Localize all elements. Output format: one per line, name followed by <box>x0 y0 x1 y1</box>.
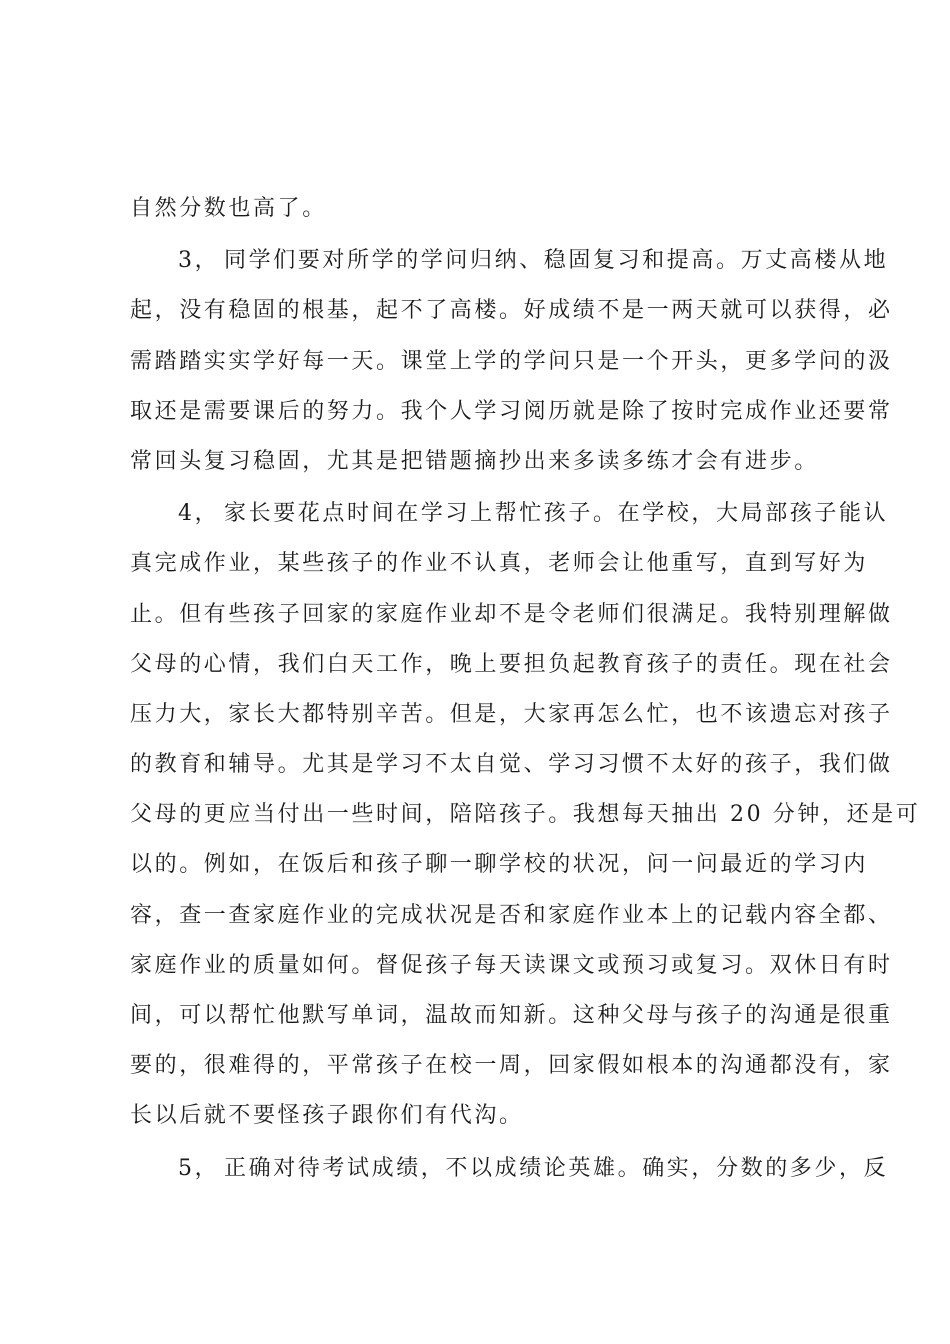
text-line: 真完成作业，某些孩子的作业不认真，老师会让他重写，直到写好为 <box>130 551 869 577</box>
item-number-3: 3， <box>178 248 220 274</box>
text-line: 压力大，家长大都特别辛苦。但是，大家再怎么忙，也不该遗忘对孩子 <box>130 701 893 727</box>
text-line: 以的。例如，在饭后和孩子聊一聊学校的状况，问一问最近的学习内 <box>130 852 869 878</box>
list-item-4-first-line <box>130 489 889 539</box>
item-number-5: 5， <box>178 1155 220 1181</box>
text-line: 常回头复习稳固，尤其是把错题摘抄出来多读多练才会有进步。 <box>130 448 819 474</box>
text-line: 父母的更应当付出一些时间，陪陪孩子。我想每天抽出 20 分钟，还是可 <box>130 802 921 828</box>
item-number-4: 4， <box>178 501 220 527</box>
text-line: 父母的心情，我们白天工作，晚上要担负起教育孩子的责任。现在社会 <box>130 651 893 677</box>
list-item-5-first-line <box>130 1144 889 1194</box>
text-line: 需踏踏实实学好每一天。课堂上学的学问只是一个开头，更多学问的汲 <box>130 348 893 374</box>
text-line: 自然分数也高了。 <box>130 196 327 221</box>
text-line: 家长要花点时间在学习上帮忙孩子。在学校，大局部孩子能认 <box>224 501 889 527</box>
text-line: 的教育和辅导。尤其是学习不太自觉、学习习惯不太好的孩子，我们做 <box>130 752 893 778</box>
text-line: 要的，很难得的，平常孩子在校一周，回家假如根本的沟通都没有，家 <box>130 1053 893 1079</box>
text-line: 家庭作业的质量如何。督促孩子每天读课文或预习或复习。双休日有时 <box>130 952 893 978</box>
list-item-3-first-line <box>130 236 889 286</box>
text-line: 容，查一查家庭作业的完成状况是否和家庭作业本上的记载内容全都、 <box>130 902 893 928</box>
document-body <box>130 184 921 1194</box>
text-line: 同学们要对所学的学问归纳、稳固复习和提高。万丈高楼从地 <box>224 248 889 274</box>
text-line: 取还是需要课后的努力。我个人学习阅历就是除了按时完成作业还要常 <box>130 398 893 424</box>
text-line: 长以后就不要怪孩子跟你们有代沟。 <box>130 1103 524 1129</box>
text-line: 起，没有稳固的根基，起不了高楼。好成绩不是一两天就可以获得，必 <box>130 298 893 324</box>
text-line: 间，可以帮忙他默写单词，温故而知新。这种父母与孩子的沟通是很重 <box>130 1003 893 1028</box>
text-line: 止。但有些孩子回家的家庭作业却不是令老师们很满足。我特别理解做 <box>130 601 893 627</box>
text-line: 正确对待考试成绩，不以成绩论英雄。确实，分数的多少，反 <box>224 1155 889 1181</box>
